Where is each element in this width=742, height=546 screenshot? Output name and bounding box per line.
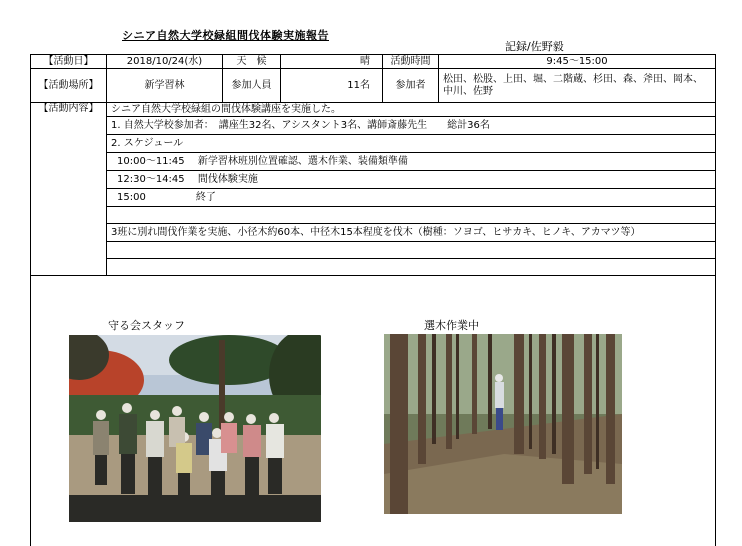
members-label: 参加者	[383, 69, 439, 103]
place-label: 【活動場所】	[31, 69, 107, 103]
content-row-1	[31, 103, 716, 117]
content-line: 1. 自然大学校参加者： 講座生32名、アシスタント3名、講師斎藤先生 総計36名	[107, 117, 716, 135]
content-line: 10:00～11:45 新学習林班別位置確認、選木作業、装備類準備	[107, 153, 716, 171]
recorder-name: 記録/佐野毅	[505, 40, 564, 53]
report-title: シニア自然大学校緑組間伐体験実施報告	[122, 29, 329, 42]
content-line	[107, 242, 716, 259]
tree-selection-photo	[384, 334, 622, 514]
content-line	[107, 259, 716, 276]
time-label: 活動時間	[383, 55, 439, 69]
report-table	[30, 54, 716, 276]
content-line: 2. スケジュール	[107, 135, 716, 153]
content-line: 12:30～14:45 間伐体験実施	[107, 171, 716, 189]
weather-label: 天 候	[223, 55, 281, 69]
left-photo-caption: 守る会スタッフ	[108, 319, 185, 332]
right-photo-caption: 選木作業中	[424, 319, 479, 332]
row-date	[31, 55, 716, 69]
count-value: 11名	[281, 69, 383, 103]
row-place	[31, 69, 716, 103]
members-value: 松田、松股、上田、堀、二階蔵、杉田、森、斧田、岡本、中川、佐野	[439, 69, 716, 103]
date-value: 2018/10/24(水)	[107, 55, 223, 69]
content-line: 3班に別れ間伐作業を実施、小径木約60本、中径木15本程度を伐木（樹種：ソヨゴ、ヒサカキ、ヒノキ、アカマツ等）	[107, 224, 716, 242]
content-line: 15:00 終了	[107, 189, 716, 207]
time-value: 9:45～15:00	[439, 55, 716, 69]
place-value: 新学習林	[107, 69, 223, 103]
count-label: 参加人員	[223, 69, 281, 103]
content-label: 【活動内容】	[31, 103, 107, 276]
content-line: シニア自然大学校緑組の間伐体験講座を実施した。	[107, 103, 716, 117]
weather-value: 晴	[281, 55, 383, 69]
content-line	[107, 207, 716, 224]
staff-group-photo	[69, 335, 321, 522]
date-label: 【活動日】	[31, 55, 107, 69]
